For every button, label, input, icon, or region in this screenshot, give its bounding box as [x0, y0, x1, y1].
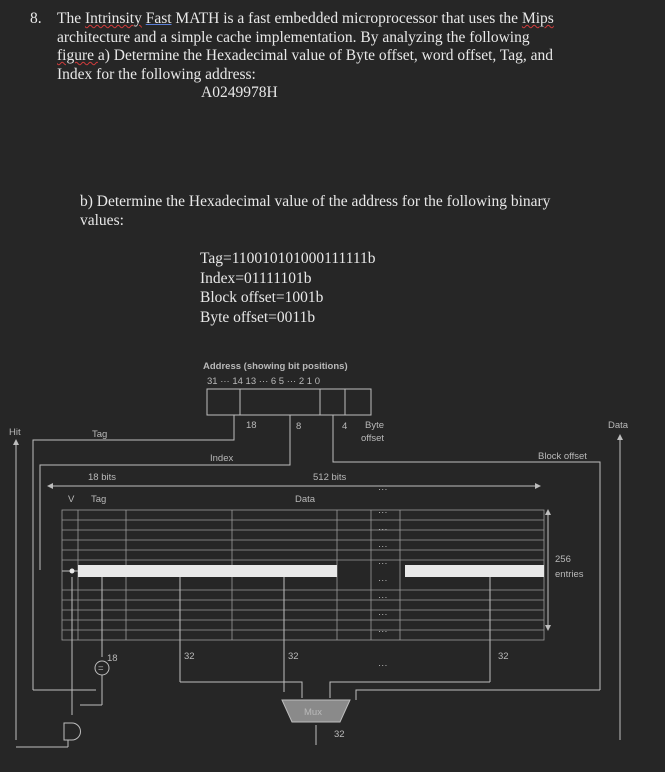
- tag-label: Tag: [92, 429, 108, 440]
- mux-out-width: 32: [334, 729, 345, 740]
- part-b-line-2: values:: [80, 211, 124, 229]
- ellipsis-column: [378, 484, 388, 671]
- svg-text:···: ···: [378, 626, 388, 637]
- width-18: 18: [107, 653, 118, 664]
- hit-label: Hit: [9, 427, 21, 438]
- tag-value: Tag=110010101000111111b: [200, 250, 376, 267]
- index-wire: [40, 415, 290, 570]
- svg-text:···: ···: [378, 592, 388, 603]
- entries-count: 256: [555, 554, 571, 565]
- width-8: 8: [296, 421, 302, 432]
- width-4: 4: [342, 421, 348, 432]
- question-body: The Intrinsity Fast MATH is a fast embedded microprocessor that uses the Mips architecture and a simple cache implementation. By analyzing the following figure a) Determine the Hexadecimal value of Byte offset, word offset, Tag, and Index for the following address:: [57, 10, 554, 83]
- word-fast: Fast: [145, 10, 172, 27]
- svg-text:···: ···: [378, 660, 388, 671]
- data-bits-label: 512 bits: [313, 472, 347, 483]
- question-line-2: architecture and a simple cache implementation. By analyzing the following: [57, 28, 530, 46]
- block-offset-value: Block offset=1001b: [200, 289, 324, 306]
- block-offset-label: Block offset: [538, 451, 587, 462]
- address-register: [207, 389, 371, 415]
- data-output-label: Data: [608, 420, 629, 431]
- question-number: 8.: [30, 10, 42, 27]
- word-intrinsity: Intrinsity: [84, 10, 142, 27]
- entries-label: entries: [555, 569, 584, 580]
- byte-offset-label-2: offset: [361, 433, 385, 444]
- question-line-4: Index for the following address:: [57, 65, 256, 83]
- data-col-label: Data: [295, 494, 316, 505]
- bit-positions: 31 ··· 14 13 ··· 6 5 ··· 2 1 0: [207, 376, 320, 387]
- word-mips: Mips: [521, 10, 554, 27]
- mux-label: Mux: [304, 707, 322, 718]
- part-b-line-1: b) Determine the Hexadecimal value of the address for the following binary: [80, 193, 551, 210]
- tag-bits-label: 18 bits: [88, 472, 116, 483]
- given-address: A0249978H: [201, 84, 278, 101]
- byte-offset-label-1: Byte: [365, 420, 385, 431]
- tag-wire: [33, 415, 234, 690]
- svg-text:···: ···: [378, 609, 388, 620]
- index-label: Index: [210, 453, 234, 464]
- byte-offset-value: Byte offset=0011b: [200, 308, 316, 326]
- width-32-b: 32: [288, 651, 299, 662]
- selected-row: [78, 565, 544, 577]
- svg-text:···: ···: [378, 524, 388, 535]
- index-value: Index=01111101b: [200, 269, 312, 287]
- width-32-a: 32: [184, 651, 195, 662]
- svg-text:···: ···: [378, 575, 388, 586]
- width-32-c: 32: [498, 651, 509, 662]
- svg-text:···: ···: [378, 541, 388, 552]
- address-title: Address (showing bit positions): [203, 361, 348, 372]
- comparator-symbol: =: [98, 663, 104, 674]
- svg-text:···: ···: [378, 558, 388, 569]
- svg-text:···: ···: [378, 507, 388, 518]
- svg-text:···: ···: [378, 484, 388, 495]
- comparator: [16, 661, 109, 747]
- question-line-3: a) Determine the Hexadecimal value of Byte offset, word offset, Tag, and: [97, 47, 554, 64]
- v-col-label: V: [68, 494, 75, 505]
- tag-col-label: Tag: [91, 494, 107, 505]
- word-figure: figure: [57, 47, 98, 64]
- width-18-top: 18: [246, 420, 257, 431]
